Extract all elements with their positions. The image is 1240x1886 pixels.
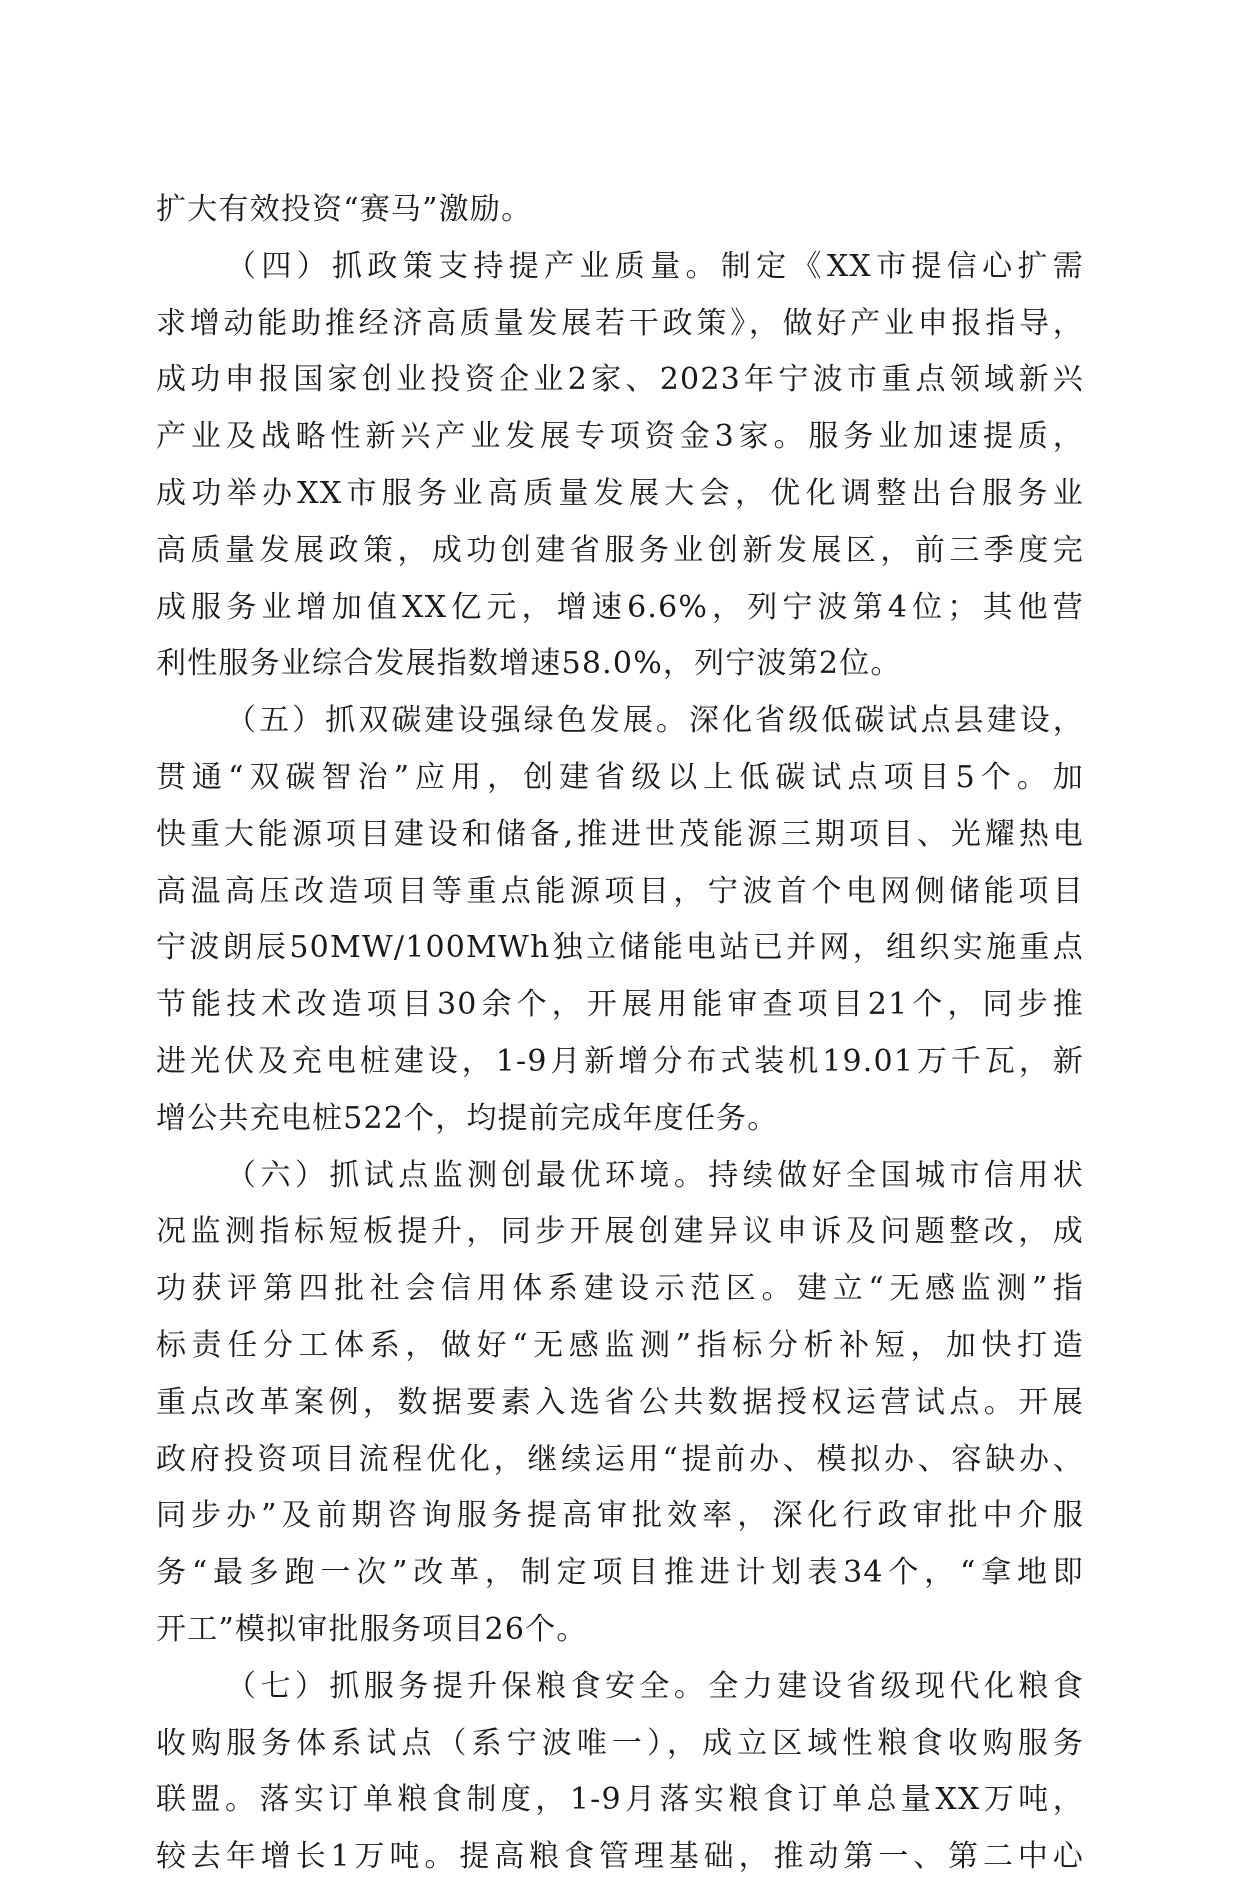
text-line: 高温高压改造项目等重点能源项目，宁波首个电网侧储能项目 [156, 873, 1084, 909]
text-line: 宁波朗辰50MW/100MWh独立储能电站已并网，组织实施重点 [156, 930, 1084, 966]
text-line: 贯通“双碳智治”应用，创建省级以上低碳试点项目5个。加 [156, 759, 1084, 795]
text-line: 开工”模拟审批服务项目26个。 [156, 1611, 588, 1647]
text-line: 标责任分工体系，做好“无感监测”指标分析补短，加快打造 [156, 1327, 1084, 1363]
text-line: 产业及战略性新兴产业发展专项资金3家。服务业加速提质， [156, 419, 1084, 455]
text-line: 务“最多跑一次”改革，制定项目推进计划表34个，“拿地即 [156, 1555, 1084, 1591]
paragraph-first-line: （四）抓政策支持提产业质量。制定《XX市提信心扩需 [226, 248, 1084, 284]
text-line: 快重大能源项目建设和储备,推进世茂能源三期项目、光耀热电 [156, 816, 1084, 852]
document-body [156, 182, 1084, 1886]
text-line: 同步办”及前期咨询服务提高审批效率，深化行政审批中介服 [156, 1498, 1084, 1534]
text-line: 高质量发展政策，成功创建省服务业创新发展区，前三季度完 [156, 532, 1084, 568]
text-line: 成功举办XX市服务业高质量发展大会，优化调整出台服务业 [156, 475, 1084, 511]
paragraph-first-line: （七）抓服务提升保粮食安全。全力建设省级现代化粮食 [226, 1668, 1084, 1704]
text-line: 联盟。落实订单粮食制度，1-9月落实粮食订单总量XX万吨， [156, 1782, 1084, 1818]
text-line: 重点改革案例，数据要素入选省公共数据授权运营试点。开展 [156, 1384, 1084, 1420]
text-line: 节能技术改造项目30余个，开展用能审查项目21个，同步推 [156, 987, 1084, 1023]
paragraph-first-line: （五）抓双碳建设强绿色发展。深化省级低碳试点县建设， [226, 703, 1084, 739]
text-line: 增公共充电桩522个，均提前完成年度任务。 [156, 1100, 779, 1136]
text-line: 况监测指标短板提升，同步开展创建异议申诉及问题整改，成 [156, 1214, 1084, 1250]
text-line: 政府投资项目流程优化，继续运用“提前办、模拟办、容缺办、 [156, 1441, 1084, 1477]
text-line: 较去年增长1万吨。提高粮食管理基础，推动第一、第二中心 [156, 1839, 1084, 1875]
text-line: 利性服务业综合发展指数增速58.0%，列宁波第2位。 [156, 646, 902, 682]
text-line: 成服务业增加值XX亿元，增速6.6%，列宁波第4位；其他营 [156, 589, 1084, 625]
text-line: 扩大有效投资“赛马”激励。 [156, 192, 533, 227]
text-line: 收购服务体系试点（系宁波唯一），成立区域性粮食收购服务 [156, 1725, 1084, 1761]
text-line: 功获评第四批社会信用体系建设示范区。建立“无感监测”指 [156, 1271, 1084, 1307]
text-line: 进光伏及充电桩建设，1-9月新增分布式装机19.01万千瓦，新 [156, 1043, 1084, 1079]
text-line: 求增动能助推经济高质量发展若干政策》，做好产业申报指导， [156, 305, 1084, 341]
paragraph-first-line: （六）抓试点监测创最优环境。持续做好全国城市信用状 [226, 1157, 1084, 1193]
text-line: 成功申报国家创业投资企业2家、2023年宁波市重点领域新兴 [156, 362, 1084, 398]
